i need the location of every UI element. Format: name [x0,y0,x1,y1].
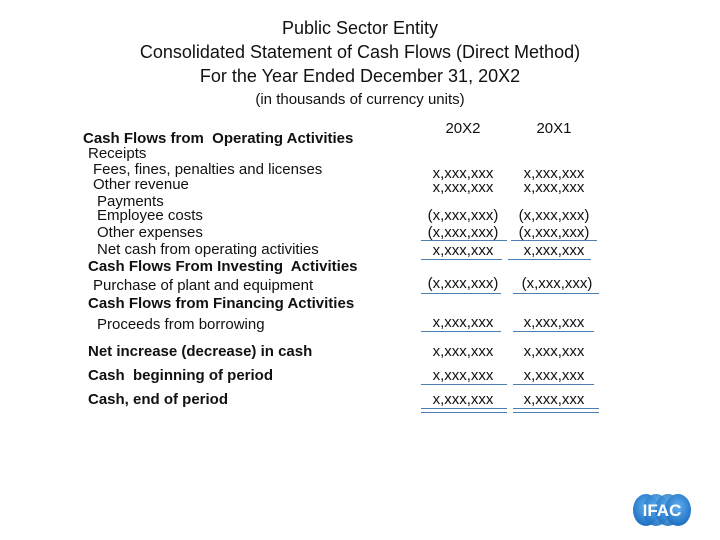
underline [421,384,507,385]
double-underline [513,412,599,413]
underline [421,240,507,241]
net-increase-label: Net increase (decrease) in cash [88,343,313,360]
value-20x2: x,xxx,xxx [432,165,494,182]
value-20x2: (x,xxx,xxx) [427,224,499,241]
cash-end-label: Cash, end of period [88,391,229,408]
value-20x1: x,xxx,xxx [523,242,585,259]
cash-beginning-label: Cash beginning of period [88,367,273,384]
statement-title: Consolidated Statement of Cash Flows (Direct Method) [139,42,581,62]
svg-text:IFAC: IFAC [642,501,682,520]
value-20x2: (x,xxx,xxx) [427,275,499,292]
double-underline [421,412,507,413]
units-note: (in thousands of currency units) [255,91,465,108]
section-investing: Cash Flows From Investing Activities [88,258,358,275]
underline [421,293,501,294]
underline [421,331,501,332]
value-20x1: (x,xxx,xxx) [518,224,590,241]
ifac-logo [632,492,692,528]
underline [513,331,594,332]
column-header-20x1: 20X1 [536,120,572,137]
value-20x2: x,xxx,xxx [432,391,494,408]
row-label: Employee costs [97,207,203,224]
value-20x1: x,xxx,xxx [523,343,585,360]
row-label: Other expenses [97,224,203,241]
value-20x1: x,xxx,xxx [523,314,585,331]
value-20x1: (x,xxx,xxx) [518,207,590,224]
section-financing: Cash Flows from Financing Activities [88,295,355,312]
underline [513,384,594,385]
row-label: Receipts [88,145,147,162]
row-label: Proceeds from borrowing [97,316,265,333]
underline [511,240,597,241]
underline [513,293,599,294]
value-20x2: x,xxx,xxx [432,343,494,360]
row-label: Net cash from operating activities [97,241,319,258]
value-20x2: (x,xxx,xxx) [427,207,499,224]
row-label: Fees, fines, penalties and licenses [93,161,323,178]
value-20x2: x,xxx,xxx [432,242,494,259]
double-underline [421,408,507,409]
row-label: Payments [97,193,164,210]
underline [421,259,502,260]
row-label: Purchase of plant and equipment [93,277,314,294]
column-header-20x2: 20X2 [445,120,481,137]
value-20x1: x,xxx,xxx [523,179,585,196]
value-20x1: x,xxx,xxx [523,391,585,408]
period-title: For the Year Ended December 31, 20X2 [199,66,521,86]
section-operating: Cash Flows from Operating Activities [83,130,354,147]
row-label: Other revenue [93,176,189,193]
double-underline [513,408,599,409]
value-20x1: x,xxx,xxx [523,165,585,182]
value-20x2: x,xxx,xxx [432,179,494,196]
underline [508,259,591,260]
entity-title: Public Sector Entity [281,18,439,38]
value-20x2: x,xxx,xxx [432,314,494,331]
value-20x1: x,xxx,xxx [523,367,585,384]
value-20x2: x,xxx,xxx [432,367,494,384]
value-20x1: (x,xxx,xxx) [521,275,593,292]
